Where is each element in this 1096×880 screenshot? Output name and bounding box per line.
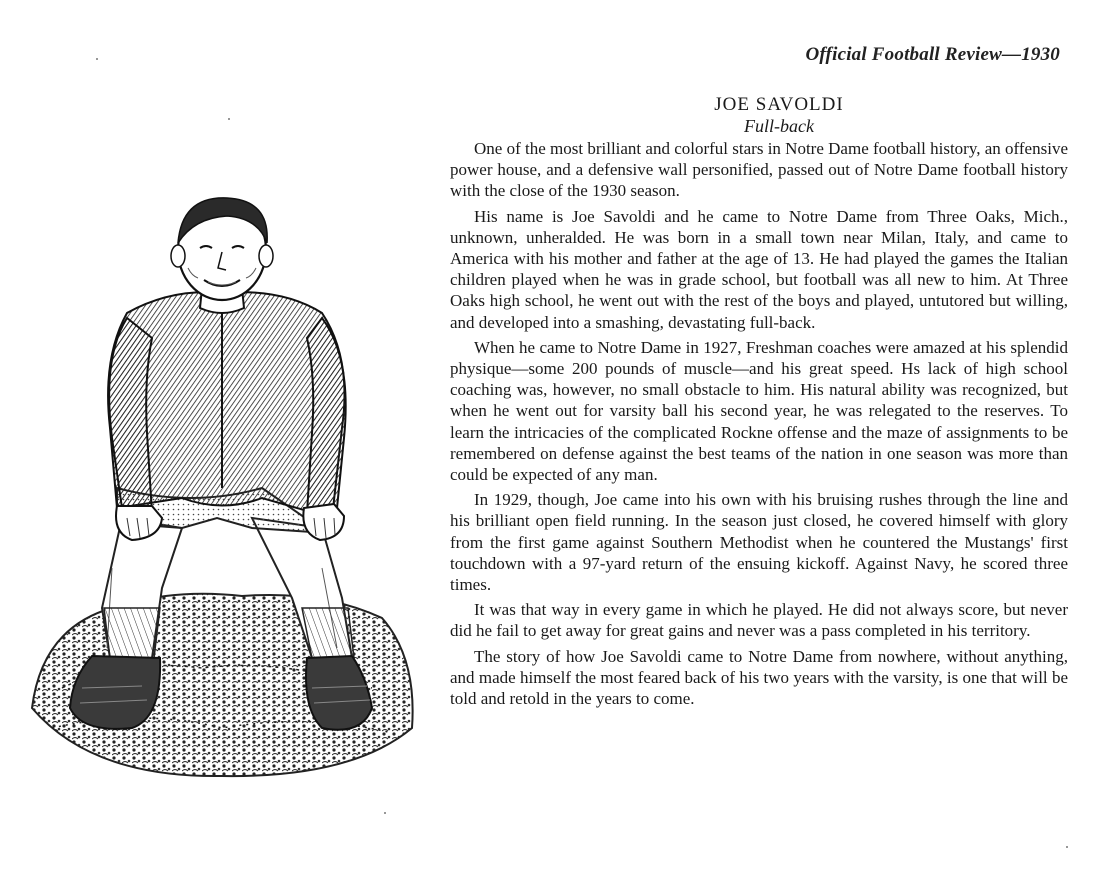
scan-speck	[228, 118, 230, 120]
article-paragraph: In 1929, though, Joe came into his own with his bruising rushes through the line and his brilliant open field running. In the season just closed, he covered himself with glory from the first game against Southern Methodist when he countered the Mustangs' first touchdown with a 97-yard return of the ensuing kickoff. Against Navy, he scored three times.	[450, 490, 1068, 595]
article-paragraph: His name is Joe Savoldi and he came to Notre Dame from Three Oaks, Mich., unknown, unheralded. He was born in a small town near Milan, Italy, and came to America with his mother and father at the age of 13. He had played the games the Italian children played when he was in grade school, but football was all new to him. At Three Oaks high school, he went out with the rest of the boys and played, untutored but willing, and developed into a smashing, devastating full-back.	[450, 206, 1068, 332]
article-paragraph: The story of how Joe Savoldi came to Notre Dame from nowhere, without anything, and made himself the most feared back of his two years with the varsity, is one that will be told and retold in the years to come.	[450, 646, 1068, 709]
article-paragraph: When he came to Notre Dame in 1927, Freshman coaches were amazed at his splendid physique—some 200 pounds of muscle—and his great speed. Hs lack of high school coaching was, however, no small obstacle to him. His natural ability was recognized, but when he went out for varsity ball his second year, he was relegated to the reserves. To learn the intricacies of the complicated Rockne offense and the maze of assignments to be remembered on defense against the best teams of the nation in one season was more than could be expected of any man.	[450, 337, 1068, 485]
scan-speck	[384, 812, 386, 814]
article-paragraph: One of the most brilliant and colorful stars in Notre Dame football history, an offensive power house, and a defensive wall personified, passed out of Notre Dame football history with the close of the 1930 season.	[450, 139, 1068, 201]
scan-speck	[96, 58, 98, 60]
player-illustration	[22, 188, 417, 780]
running-head: Official Football Review—1930	[805, 44, 1060, 65]
scan-speck	[1066, 846, 1068, 848]
article-subtitle: Full-back	[744, 116, 814, 136]
article	[450, 94, 1068, 713]
article-paragraph: It was that way in every game in which he played. He did not always score, but never did he fail to get away for great gains and never was a pass completed in his territory.	[450, 600, 1068, 641]
article-title: JOE SAVOLDI	[714, 94, 844, 115]
